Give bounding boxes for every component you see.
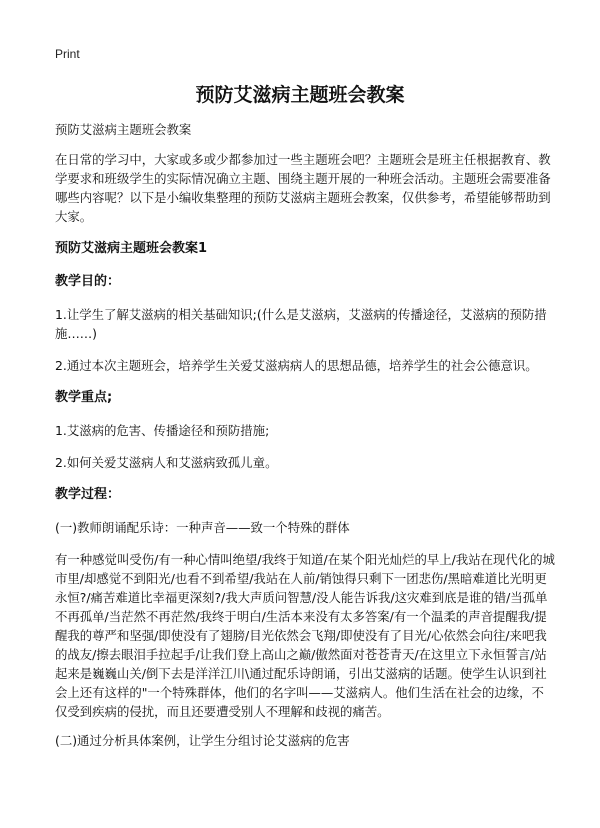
process-heading: 教学过程： (55, 487, 121, 502)
intro-paragraph: 在日常的学习中，大家或多或少都参加过一些主题班会吧？主题班会是班主任根据教育、教学要求和班级学生的实际情况确立主题、围绕主题开展的一种班会活动。主题班会需要准备哪些内容呢？以下是小编收集整理的预防艾滋病主题班会教案，仅供参考，希望能够帮助到大家。 (55, 152, 551, 224)
goals-heading: 教学目的： (55, 274, 121, 289)
goal-item-2: 2.通过本次主题班会，培养学生关爱艾滋病病人的思想品德，培养学生的社会公德意识。 (55, 358, 538, 373)
document-body (55, 120, 555, 763)
plan-heading: 预防艾滋病主题班会教案1 (55, 241, 208, 256)
goal-item-1: 1.让学生了解艾滋病的相关基础知识;(什么是艾滋病，艾滋病的传播途径，艾滋病的预防措施……) (55, 307, 547, 341)
focus-heading: 教学重点; (55, 390, 113, 405)
document-subtitle: 预防艾滋病主题班会教案 (55, 122, 192, 137)
page-title: 预防艾滋病主题班会教案 (195, 84, 405, 106)
step-1-title: (一)教师朗诵配乐诗：一种声音——致一个特殊的群体 (55, 520, 350, 535)
poem-paragraph: 有一种感觉叫受伤/有一种心情叫绝望/我终于知道/在某个阳光灿烂的早上/我站在现代化的城市里/却感觉不到阳光/也看不到希望/我站在人前/销蚀得只剩下一团悲伤/黑暗难道比光明更永恒?/痛苦难道比幸福更深刻?/我大声质问智慧/没人能告诉我/这灾难到底是谁的错/当孤单不再孤单/当茫然不再茫然/我终于明白/生活本来没有太多答案/有一个温柔的声音提醒我/提醒我的尊严和坚强/即使没有了翅膀/目光依然会飞翔/即使没有了目光/心依然会向往/来吧我的战友/擦去眼泪手拉起手/让我们登上高山之巅/傲然面对苍苍青天/在这里立下永恒誓言/站起来是巍巍山关/倒下去是洋洋江川\通过配乐诗朗诵，引出艾滋病的话题。使学生认识到社会上还有这样的"一个特殊群体，他们的名字叫——艾滋病人。他们生活在社会的边缘，不仅受到疾病的侵扰，而且还要遭受别人不理解和歧视的痛苦。 (55, 552, 555, 719)
focus-item-2: 2.如何关爱艾滋病人和艾滋病致孤儿童。 (55, 455, 278, 470)
print-link[interactable]: Print (55, 47, 80, 61)
focus-item-1: 1.艾滋病的危害、传播途径和预防措施; (55, 423, 270, 438)
step-2-title: (二)通过分析具体案例，让学生分组讨论艾滋病的危害 (55, 733, 350, 748)
